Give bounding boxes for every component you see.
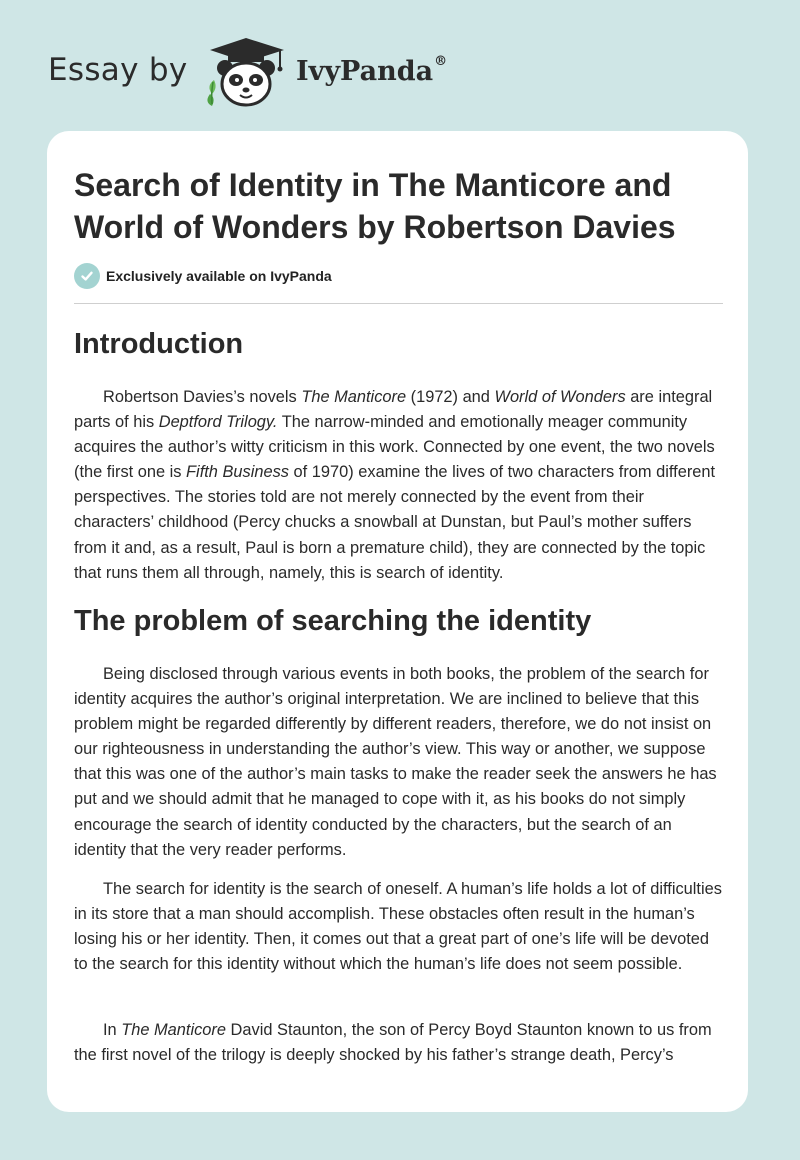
ivypanda-logo-icon[interactable] (200, 36, 292, 108)
text-run: Being disclosed through various events in both books, the problem of the search for identity acquires the author’s original interpretation. We are inclined to believe that this problem might be regarded differently by different readers, therefore, we do not insist on our righteousness in understanding the author’s view. This way or another, we suppose that this was one of the author’s main tasks to make the reader seek the answers he has put and we should admit that he managed to cope with it, as his books do not simply encourage the search of identity conducted by the characters, but the search of an identity that the very reader performs. (74, 665, 717, 859)
essay-by-label: Essay by (48, 52, 188, 88)
exclusive-label: Exclusively available on IvyPanda (106, 268, 332, 284)
article-card (47, 131, 748, 1112)
text-run: Robertson Davies’s novels (103, 388, 302, 406)
text-run: David Staunton, the son of Percy Boyd Staunton known to us from the first novel of the trilogy is deeply shocked by his father’s strange death, Percy’s (74, 1021, 712, 1065)
site-header (0, 0, 800, 130)
italic-title: Fifth Business (186, 463, 289, 482)
text-run: (1972) and (406, 388, 495, 406)
section-heading: The problem of searching the identity (74, 605, 592, 637)
text-run: The search for identity is the search of oneself. A human’s life holds a lot of difficulties in its store that a man should accomplish. These obstacles often result in the human’s losing his or her identity. Then, it comes out that a great part of one’s life will be devoted to the search for this identity without which the human’s life does not seem possible. (74, 880, 722, 974)
italic-title: The Manticore (121, 1021, 226, 1039)
checkmark-icon (74, 263, 100, 289)
paragraph (74, 1018, 726, 1068)
paragraph (74, 385, 726, 586)
brand-name: IvyPanda (296, 56, 434, 87)
article-title: Search of Identity in The Manticore and World of Wonders by Robertson Davies (74, 167, 676, 245)
italic-title: Deptford Trilogy. (158, 413, 278, 432)
text-run: The narrow-minded and emotionally meager community acquires the author’s witty criticism in this work. Connected by one event, the two novels (the first one is (74, 413, 715, 482)
text-run: of 1970) examine the lives of two characters from different perspectives. The stories told are not merely connected by the event from their characters’ childhood (Percy chucks a snowball at Dunstan, but Paul’s mother suffers from it and, as a result, Paul is born a premature child), they are connected by the topic that runs them all through, namely, this is search of identity. (74, 463, 716, 582)
italic-title: World of Wonders (494, 388, 626, 406)
text-run: are integral parts of his (74, 388, 713, 432)
section-heading: Introduction (74, 328, 244, 360)
italic-title: The Manticore (301, 388, 407, 406)
ivypanda-brand[interactable] (296, 56, 447, 87)
text-run: In (103, 1021, 122, 1039)
divider (74, 303, 723, 304)
paragraph (74, 662, 726, 863)
exclusive-badge (74, 263, 332, 289)
registered-mark: ® (434, 54, 448, 69)
paragraph (74, 877, 726, 977)
